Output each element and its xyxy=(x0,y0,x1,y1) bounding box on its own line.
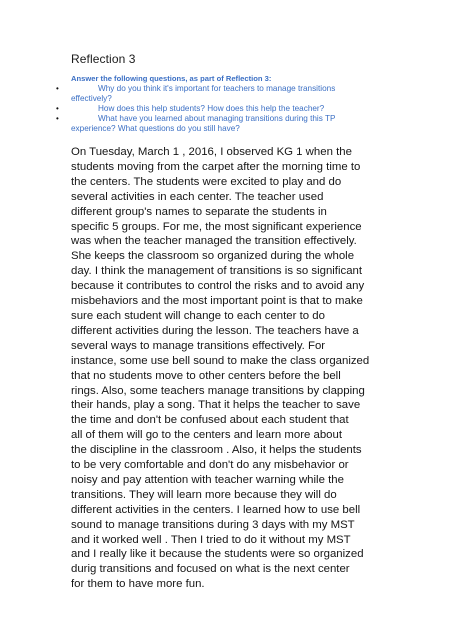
bullet-icon: • xyxy=(56,114,59,123)
body-line: their hands, play a song. That it helps the teacher to save xyxy=(71,399,361,412)
instructions-text: Answer the following questions, as part of Reflection 3: xyxy=(71,74,272,83)
question-line: How does this help students? How does this help the teacher? xyxy=(98,104,325,113)
body-line: for them to have more fun. xyxy=(71,578,205,591)
body-line: to be very comfortable and don't do any misbehavior or xyxy=(71,459,349,472)
body-line: durig transitions and focused on what is the next center xyxy=(71,563,350,576)
question-line: Why do you think it's important for teachers to manage transitions xyxy=(98,84,336,93)
body-line: the centers. The students were excited to play and do xyxy=(71,175,342,188)
question-item xyxy=(55,114,415,134)
question-line: experience? What questions do you still have? xyxy=(71,124,240,133)
body-line: transitions. They will learn more because they will do xyxy=(71,488,337,501)
body-line: different activities during the lesson. The teachers have a xyxy=(71,324,359,337)
body-line: misbehaviors and the most important point is that to make xyxy=(71,295,363,308)
question-item xyxy=(55,84,415,104)
body-line: specific 5 groups. For me, the most significant experience xyxy=(71,220,362,233)
page-title: Reflection 3 xyxy=(71,52,136,66)
body-line: that no students move to other centers before the bell xyxy=(71,369,341,382)
body-line: students moving from the carpet after the morning time to xyxy=(71,160,361,173)
body-line: all of them will go to the centers and learn more about xyxy=(71,429,342,442)
bullet-icon: • xyxy=(56,104,59,113)
body-line: On Tuesday, March 1 , 2016, I observed KG 1 when the xyxy=(71,146,352,158)
bullet-icon: • xyxy=(56,84,59,93)
body-line: because it contributes to control the risks and to avoid any xyxy=(71,280,365,293)
body-line: sure each student will change to each center to do xyxy=(71,309,325,322)
body-line: noisy and pay attention with teacher warning while the xyxy=(71,473,344,486)
body-line: and it worked well . Then I tried to do it without my MST xyxy=(71,533,351,546)
body-line: rings. Also, some teachers manage transitions by clapping xyxy=(71,384,365,397)
body-line: the discipline in the classroom . Also, it helps the students xyxy=(71,444,362,457)
body-line: and I really like it because the students were so organized xyxy=(71,548,364,561)
body-line: several activities in each center. The teacher used xyxy=(71,190,324,203)
body-line: instance, some use bell sound to make the class organized xyxy=(71,354,370,367)
question-text xyxy=(71,84,415,104)
body-line: several ways to manage transitions effectively. For xyxy=(71,339,326,352)
reflection-body xyxy=(71,145,411,592)
body-line: different group's names to separate the students in xyxy=(71,205,327,218)
question-list xyxy=(55,84,415,134)
question-line: effectively? xyxy=(71,94,112,103)
question-line: What have you learned about managing transitions during this TP xyxy=(98,114,336,123)
body-line: the time and don't be confused about each student that xyxy=(71,414,349,427)
body-line: day. I think the management of transitions is so significant xyxy=(71,265,363,278)
question-text xyxy=(71,114,415,134)
question-item xyxy=(55,104,415,114)
body-line: sound to manage transitions during 3 days with my MST xyxy=(71,518,355,531)
body-line: She keeps the classroom so organized during the whole xyxy=(71,250,355,263)
body-line: different activities in the centers. I learned how to use bell xyxy=(71,503,361,516)
question-text xyxy=(71,104,415,114)
body-line: was when the teacher managed the transition effectively. xyxy=(71,235,357,248)
